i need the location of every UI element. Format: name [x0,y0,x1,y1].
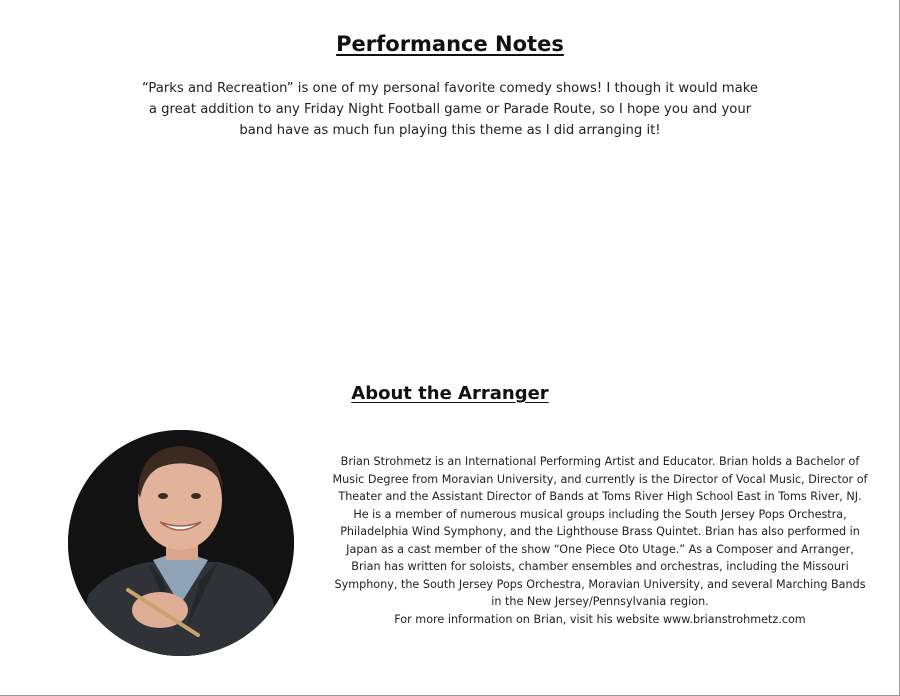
arranger-bio [330,453,870,628]
arranger-website-line: For more information on Brian, visit his website www.brianstrohmetz.com [394,612,806,626]
arranger-photo [68,430,294,656]
performance-notes-title: Performance Notes [336,32,564,56]
performance-notes-text: “Parks and Recreation” is one of my personal favorite comedy shows! I though it would make a great addition to any Friday Night Football game or Parade Route, so I hope you and your band have as much fun playing this theme as I did arranging it! [141,81,759,138]
arranger-bio-text: Brian Strohmetz is an International Performing Artist and Educator. Brian holds a Bachelor of Music Degree from Moravian University, and currently is the Director of Vocal Music, Director of Theater and the Assistant Director of Bands at Toms River High School East in Toms River, NJ. He is a member of numerous musical groups including the South Jersey Pops Orchestra, Philadelphia Wind Symphony, and the Lighthouse Brass Quintet. Brian has also performed in Japan as a cast member of the show “One Piece Oto Utage.” As a Composer and Arranger, Brian has written for soloists, chamber ensembles and orchestras, including the Missouri Symphony, the South Jersey Pops Orchestra, Moravian University, and several Marching Bands in the New Jersey/Pennsylvania region. [332,455,868,608]
arranger-portrait-illustration [68,430,294,656]
about-arranger-title: About the Arranger [351,383,549,404]
